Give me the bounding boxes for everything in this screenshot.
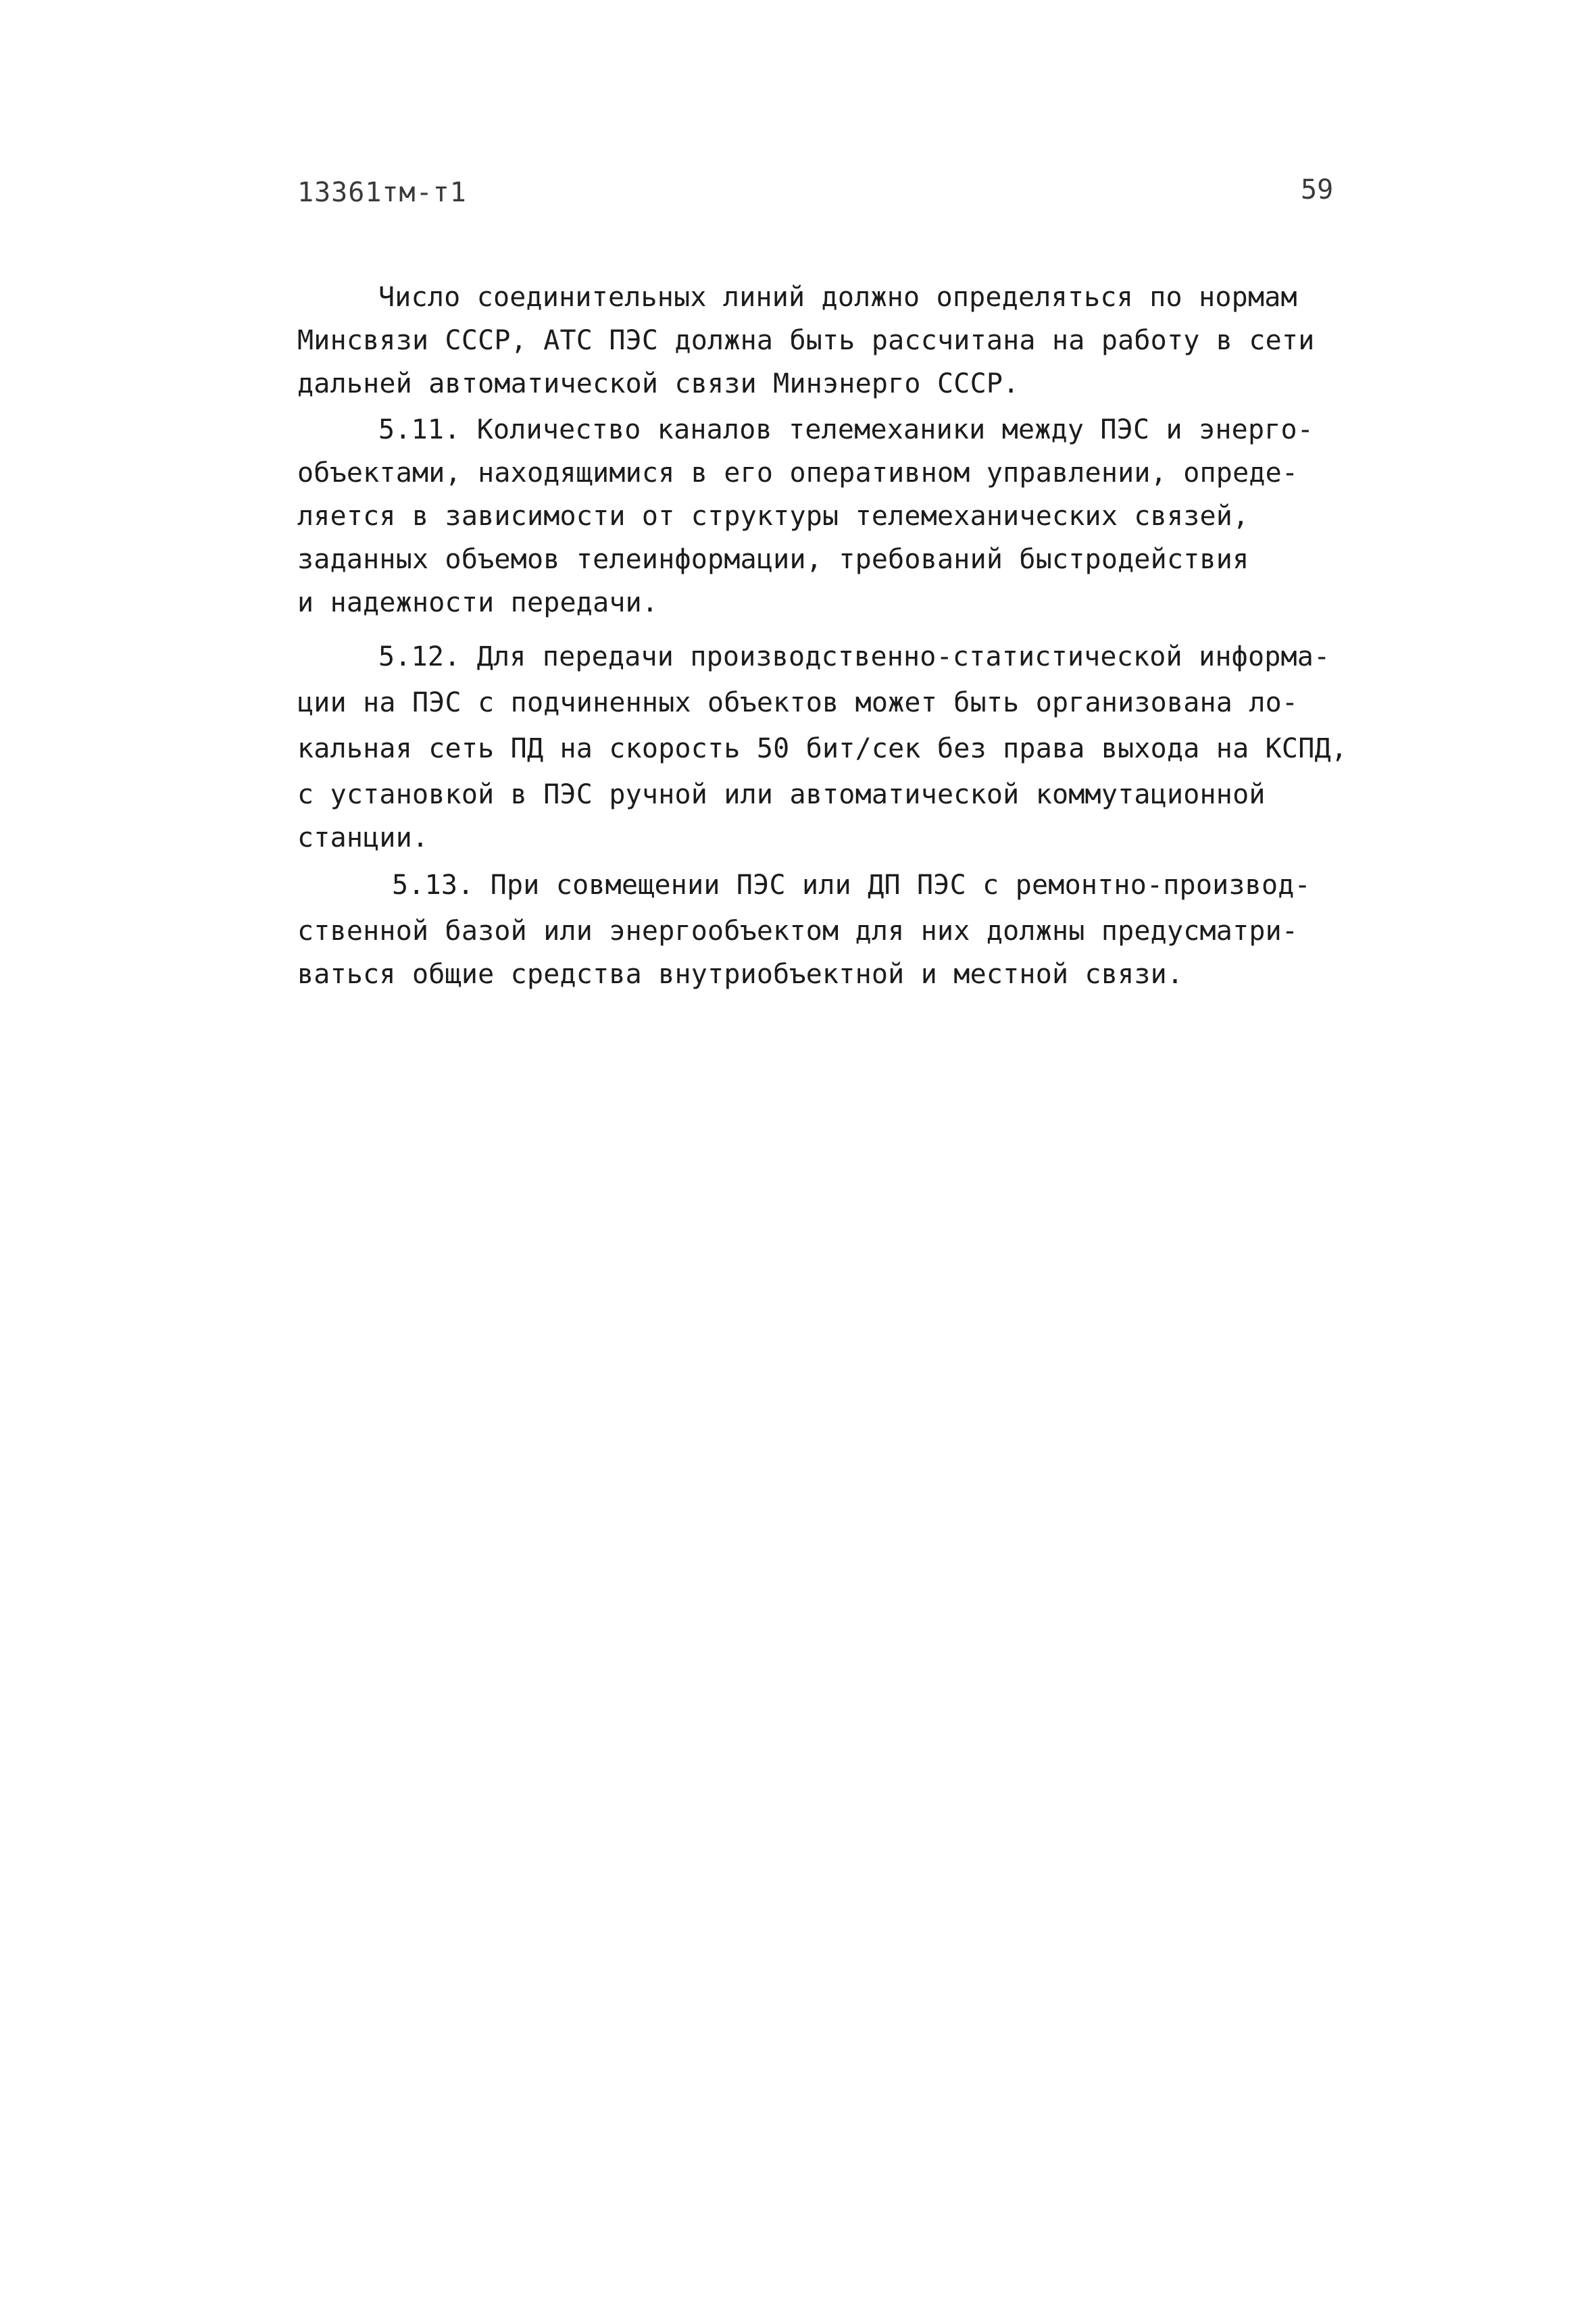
paragraph-1-line-3: дальней автоматической связи Минэнерго СССР. xyxy=(297,368,1020,399)
paragraph-4-line-1: 5.13. При совмещении ПЭС или ДП ПЭС с ремонтно-производ- xyxy=(392,870,1311,901)
paragraph-3-line-4: с установкой в ПЭС ручной или автоматической коммутационной xyxy=(297,779,1266,810)
paragraph-4-line-2: ственной базой или энергообъектом для них должны предусматри- xyxy=(297,916,1299,947)
paragraph-2-line-5: и надежности передачи. xyxy=(297,587,659,618)
paragraph-1-line-1: Число соединительных линий должно определяться по нормам xyxy=(378,282,1297,313)
page-number: 59 xyxy=(1301,174,1334,205)
paragraph-1-line-2: Минсвязи СССР, АТС ПЭС должна быть рассчитана на работу в сети xyxy=(297,325,1315,356)
paragraph-2-line-2: объектами, находящимися в его оперативном управлении, опреде- xyxy=(297,457,1299,489)
paragraph-3-line-3: кальная сеть ПД на скорость 50 бит/сек без права выхода на КСПД, xyxy=(297,733,1348,764)
paragraph-2-line-3: ляется в зависимости от структуры телемеханических связей, xyxy=(297,501,1249,532)
paragraph-4-line-3: ваться общие средства внутриобъектной и местной связи. xyxy=(297,959,1184,990)
paragraph-2-line-4: заданных объемов телеинформации, требований быстродействия xyxy=(297,544,1249,575)
paragraph-3-line-5: станции. xyxy=(297,822,429,853)
paragraph-3-line-1: 5.12. Для передачи производственно-статистической информа- xyxy=(378,641,1330,672)
paragraph-3-line-2: ции на ПЭС с подчиненных объектов может быть организована ло- xyxy=(297,687,1299,718)
paragraph-2-line-1: 5.11. Количество каналов телемеханики между ПЭС и энерго- xyxy=(378,414,1314,445)
document-code: 13361тм-т1 xyxy=(297,177,467,208)
